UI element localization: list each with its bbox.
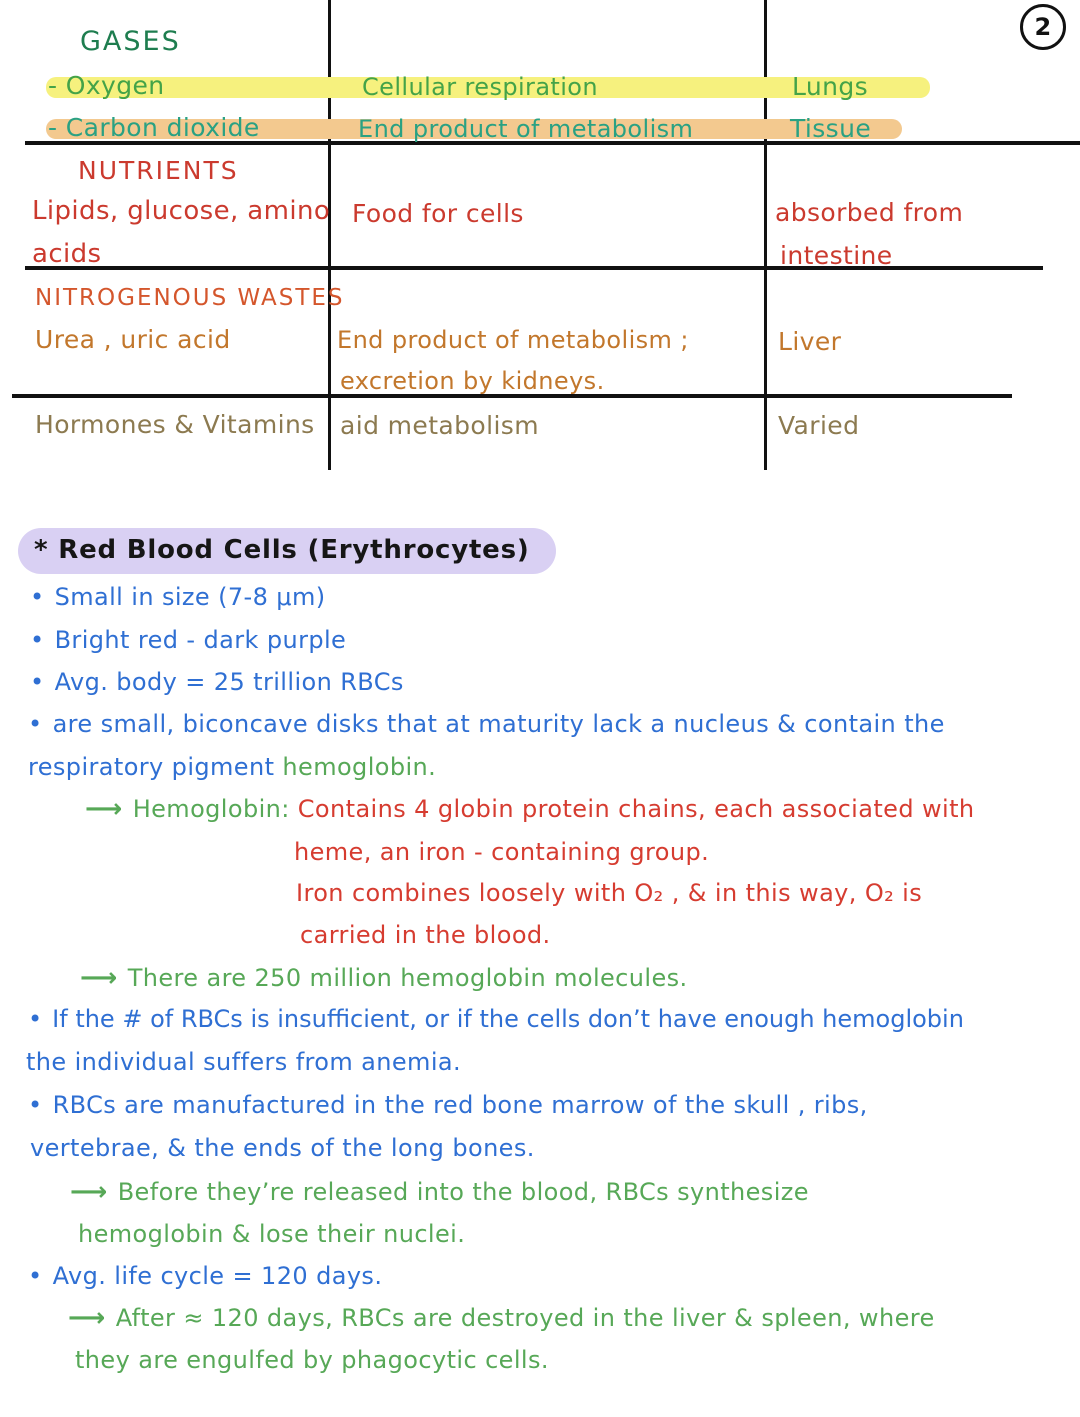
bullet-marrow-text: RBCs are manufactured in the red bone marrow of the skull , ribs,: [52, 1091, 868, 1119]
arrow-release-line2: hemoglobin & lose their nuclei.: [78, 1220, 466, 1248]
bullet-color-text: Bright red - dark purple: [54, 626, 347, 654]
wastes-col3: Liver: [778, 327, 842, 356]
bullet-icon: •: [28, 710, 43, 738]
bullet-lifecycle-text: Avg. life cycle = 120 days.: [52, 1262, 383, 1290]
arrow-icon: ⟶: [85, 794, 123, 824]
page-number: 2: [1034, 13, 1052, 41]
nutrients-col2: Food for cells: [352, 199, 524, 228]
arrow-destroyed-line1: [68, 1303, 935, 1333]
page-number-badge: [1020, 4, 1066, 50]
bullet-marrow-line1: [28, 1091, 868, 1119]
bullet-icon: •: [30, 626, 45, 654]
wastes-title: NITROGENOUS WASTES: [35, 285, 345, 311]
arrow-destroyed-text: After ≈ 120 days, RBCs are destroyed in the liver & spleen, where: [115, 1304, 935, 1332]
gases-substance-2: - Carbon dioxide: [48, 113, 260, 142]
bullet-lifecycle: [28, 1262, 382, 1290]
bullet-shape-text: are small, biconcave disks that at maturity lack a nucleus & contain the: [52, 710, 945, 738]
wastes-col2-line2: excretion by kidneys.: [340, 367, 605, 395]
bullet-shape-line1: [28, 710, 945, 738]
hormones-col1: Hormones & Vitamins: [35, 410, 315, 439]
gases-location-2: Tissue: [790, 114, 872, 143]
nutrients-col3-line2: intestine: [780, 241, 893, 270]
hormones-col3: Varied: [778, 411, 860, 440]
bullet-icon: •: [28, 1005, 43, 1033]
gases-function-2: End product of metabolism: [358, 115, 694, 143]
section-heading-text: * Red Blood Cells (Erythrocytes): [34, 535, 530, 565]
nutrients-col1-line2: acids: [32, 239, 102, 269]
bullet-anemia-line1: [28, 1005, 964, 1033]
hemoglobin-molecules-note: [80, 963, 688, 993]
nutrients-col3-line1: absorbed from: [775, 198, 964, 227]
bullet-count: [30, 668, 404, 696]
hemoglobin-term: hemoglobin.: [282, 753, 437, 781]
table-column-line-1: [328, 0, 331, 470]
arrow-release-line1: [70, 1177, 809, 1207]
hemoglobin-label: Hemoglobin:: [132, 795, 290, 823]
bullet-icon: •: [30, 668, 45, 696]
bullet-size: [30, 583, 326, 611]
bullet-icon: •: [30, 583, 45, 611]
arrow-icon: ⟶: [80, 963, 118, 993]
nutrients-col1-line1: Lipids, glucose, amino: [32, 196, 331, 226]
bullet-marrow-line2: vertebrae, & the ends of the long bones.: [30, 1134, 535, 1162]
wastes-col1: Urea , uric acid: [35, 325, 231, 354]
bullet-shape-cont-text: respiratory pigment: [28, 753, 283, 781]
arrow-release-text: Before they’re released into the blood, RBCs synthesize: [117, 1178, 809, 1206]
hormones-col2: aid metabolism: [340, 411, 539, 440]
hemoglobin-def-text: Contains 4 globin protein chains, each associated with: [289, 795, 975, 823]
bullet-shape-line2: [28, 753, 436, 781]
bullet-anemia-text: If the # of RBCs is insufficient, or if the cells don’t have enough hemoglobin: [52, 1005, 964, 1033]
wastes-col2-line1: End product of metabolism ;: [337, 326, 689, 354]
bullet-icon: •: [28, 1091, 43, 1119]
bullet-color: [30, 626, 346, 654]
arrow-icon: ⟶: [68, 1303, 106, 1333]
bullet-anemia-line2: the individual suffers from anemia.: [26, 1048, 462, 1076]
bullet-icon: •: [28, 1262, 43, 1290]
hemoglobin-def-line4: carried in the blood.: [300, 921, 551, 949]
hemoglobin-def-line3: Iron combines loosely with O₂ , & in this way, O₂ is: [296, 879, 923, 907]
gases-function-1: Cellular respiration: [362, 73, 598, 101]
arrow-destroyed-line2: they are engulfed by phagocytic cells.: [75, 1346, 549, 1374]
gases-title: GASES: [80, 26, 181, 57]
section-heading: [18, 528, 556, 574]
hemoglobin-def-line2: heme, an iron - containing group.: [294, 838, 710, 866]
bullet-size-text: Small in size (7-8 μm): [54, 583, 326, 611]
hemoglobin-def-line1: [85, 794, 975, 824]
arrow-icon: ⟶: [70, 1177, 108, 1207]
gases-location-1: Lungs: [792, 72, 869, 101]
table-column-line-2: [764, 0, 767, 470]
bullet-count-text: Avg. body = 25 trillion RBCs: [54, 668, 404, 696]
gases-substance-1: - Oxygen: [48, 71, 165, 100]
nutrients-title: NUTRIENTS: [78, 156, 239, 185]
hemoglobin-molecules-text: There are 250 million hemoglobin molecules.: [127, 964, 688, 992]
